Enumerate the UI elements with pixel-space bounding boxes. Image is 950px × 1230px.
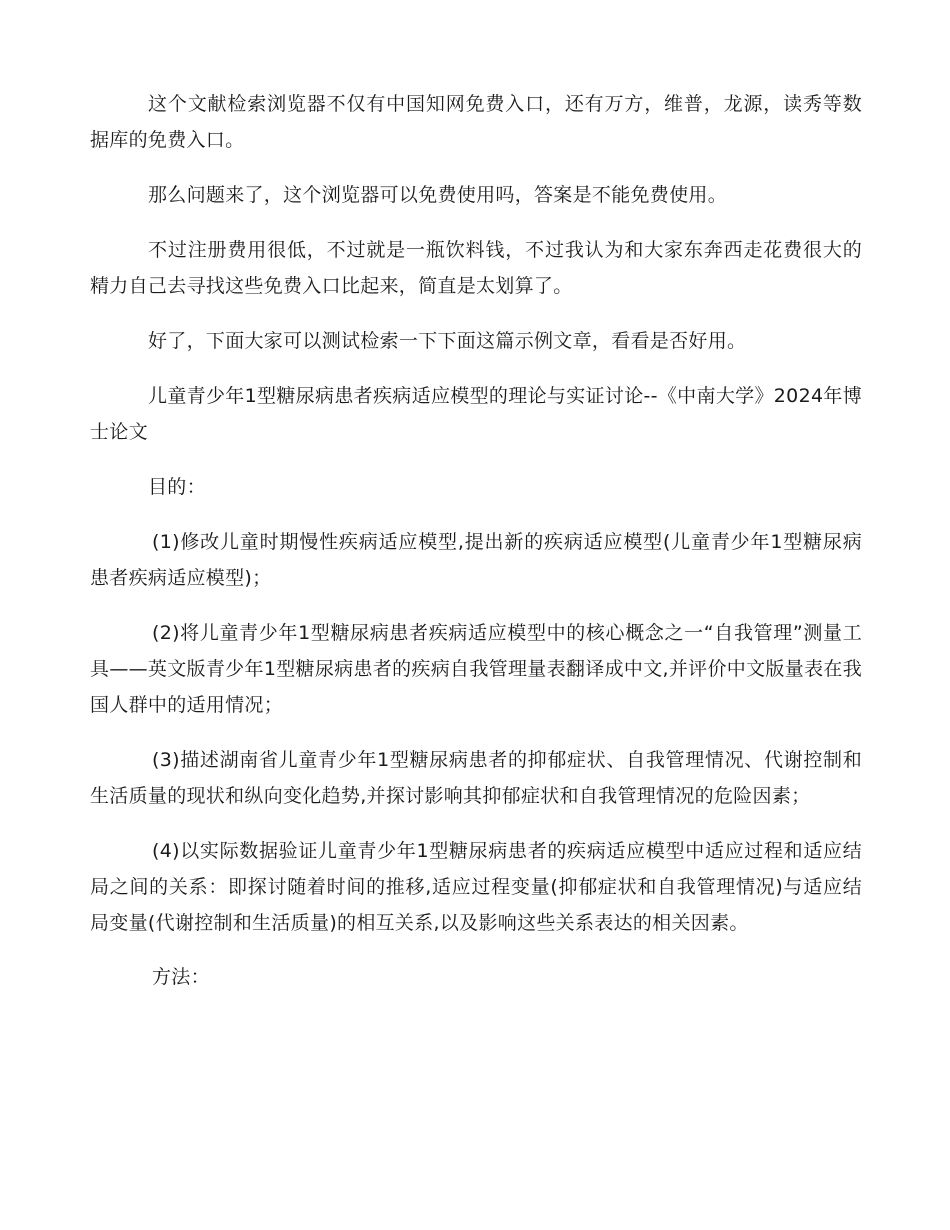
cost-paragraph: 不过注册费用很低，不过就是一瓶饮料钱，不过我认为和大家东奔西走花费很大的精力自己去寻找这些免费入口比起来，简直是太划算了。 — [90, 239, 862, 297]
purpose-item: (3)描述湖南省儿童青少年1型糖尿病患者的抑郁症状、自我管理情况、代谢控制和生活质量的现状和纵向变化趋势,并探讨影响其抑郁症状和自我管理情况的危险因素； — [90, 749, 862, 807]
intro-paragraph: 这个文献检索浏览器不仅有中国知网免费入口，还有万方，维普，龙源，读秀等数据库的免费入口。 — [90, 93, 862, 151]
thesis-title: 儿童青少年1型糖尿病患者疾病适应模型的理论与实证讨论--《中南大学》2024年博士论文 — [90, 385, 862, 443]
purpose-item: (1)修改儿童时期慢性疾病适应模型,提出新的疾病适应模型(儿童青少年1型糖尿病患者疾病适应模型)； — [90, 531, 862, 589]
question-paragraph: 那么问题来了，这个浏览器可以免费使用吗，答案是不能免费使用。 — [148, 184, 728, 206]
method-heading: 方法： — [152, 966, 210, 988]
purpose-item: (4)以实际数据验证儿童青少年1型糖尿病患者的疾病适应模型中适应过程和适应结局之间的关系：即探讨随着时间的推移,适应过程变量(抑郁症状和自我管理情况)与适应结局变量(代谢控制和生活质量)的相互关系,以及影响这些关系表达的相关因素。 — [90, 840, 862, 934]
test-paragraph: 好了，下面大家可以测试检索一下下面这篇示例文章，看看是否好用。 — [148, 330, 747, 352]
purpose-item: (2)将儿童青少年1型糖尿病患者疾病适应模型中的核心概念之一“自我管理”测量工具——英文版青少年1型糖尿病患者的疾病自我管理量表翻译成中文,并评价中文版量表在我国人群中的适用情况； — [90, 622, 862, 716]
purpose-heading: 目的： — [148, 476, 206, 498]
